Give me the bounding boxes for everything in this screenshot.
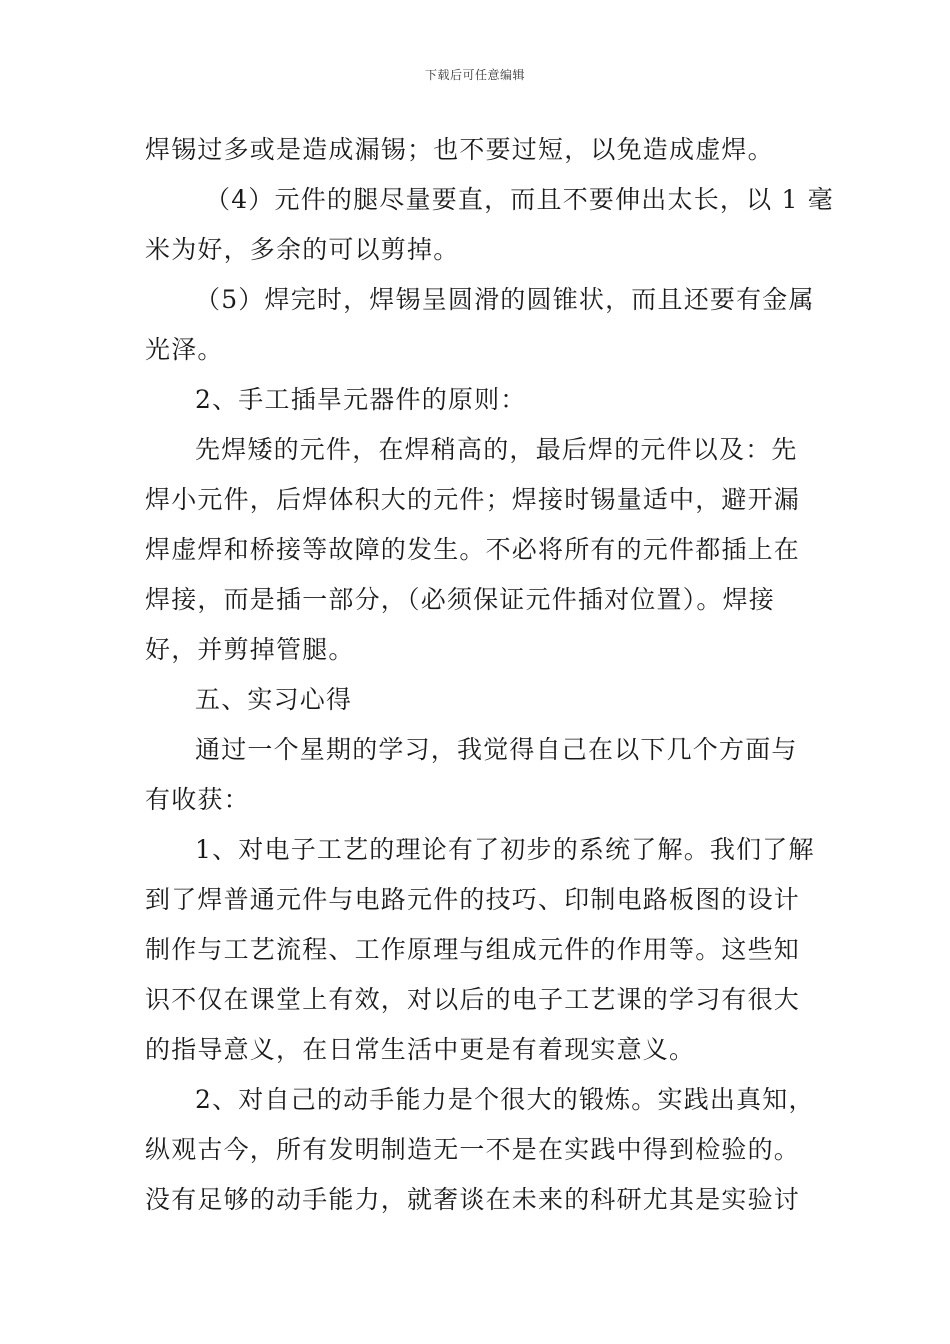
text-line: 焊接，而是插一部分，（必须保证元件插对位置）。焊接 — [145, 585, 776, 614]
text-line: 到了焊普通元件与电路元件的技巧、印制电路板图的设计 — [145, 885, 801, 914]
text-line: 2、对自己的动手能力是个很大的锻炼。实践出真知， — [195, 1085, 815, 1114]
text-line: 识不仅在课堂上有效，对以后的电子工艺课的学习有很大 — [145, 985, 801, 1014]
text-line: 通过一个星期的学习，我觉得自己在以下几个方面与 — [195, 735, 798, 764]
text-line: 先焊矮的元件，在焊稍高的，最后焊的元件以及：先 — [195, 435, 798, 464]
text-line: 有收获： — [145, 785, 250, 814]
text-line: 没有足够的动手能力，就奢谈在未来的科研尤其是实验讨 — [145, 1185, 801, 1214]
text-line: （4）元件的腿尽量要直，而且不要伸出太长，以 1 毫 — [205, 185, 834, 214]
text-line: 光泽。 — [145, 335, 224, 364]
section-heading: 2、手工插旱元器件的原则： — [195, 385, 527, 414]
text-line: 纵观古今，所有发明制造无一不是在实践中得到检验的。 — [145, 1135, 801, 1164]
text-line: 米为好，多余的可以剪掉。 — [145, 235, 460, 264]
text-line: 焊虚焊和桥接等故障的发生。不必将所有的元件都插上在 — [145, 535, 801, 564]
section-heading: 五、实习心得 — [195, 685, 353, 714]
text-line: 焊小元件，后焊体积大的元件；焊接时锡量适中，避开漏 — [145, 485, 801, 514]
text-line: 1、对电子工艺的理论有了初步的系统了解。我们了解 — [195, 835, 815, 864]
text-line: 好，并剪掉管腿。 — [145, 635, 355, 664]
document-body — [145, 125, 834, 1225]
text-line: （5）焊完时，焊锡呈圆滑的圆锥状，而且还要有金属 — [195, 285, 815, 314]
text-line: 焊锡过多或是造成漏锡；也不要过短，以免造成虚焊。 — [145, 135, 774, 164]
text-line: 的指导意义，在日常生活中更是有着现实意义。 — [145, 1035, 696, 1064]
text-line: 制作与工艺流程、工作原理与组成元件的作用等。这些知 — [145, 935, 801, 964]
header-note: 下载后可任意编辑 — [424, 68, 525, 82]
